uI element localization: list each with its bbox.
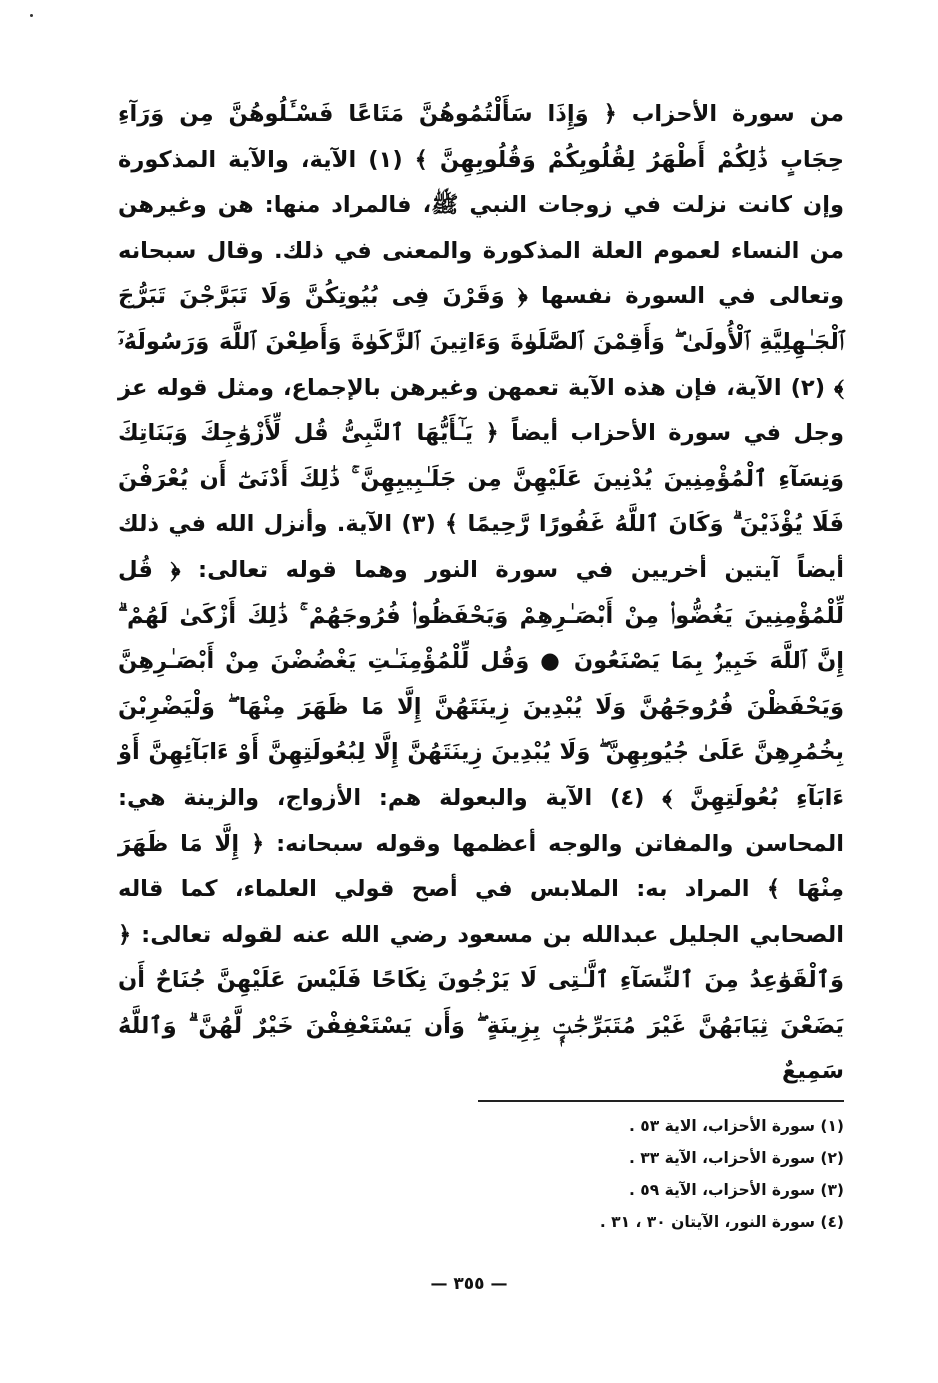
scan-speck bbox=[30, 14, 33, 17]
footnotes-list bbox=[470, 1110, 844, 1238]
footnote-2: (٢) سورة الأحزاب، الآية ٣٣ . bbox=[628, 1149, 844, 1167]
footnote-1: (١) سورة الأحزاب، الاية ٥٣ . bbox=[628, 1117, 844, 1135]
footnote-4: (٤) سورة النور، الآيتان ٣٠ ، ٣١ . bbox=[599, 1213, 844, 1231]
main-text-block bbox=[118, 92, 844, 1095]
footnote-separator-line bbox=[478, 1100, 844, 1102]
footnote-3: (٣) سورة الأحزاب، الآية ٥٩ . bbox=[628, 1181, 844, 1199]
main-paragraph: من سورة الأحزاب ﴿ وَإِذَا سَأَلْتُمُوهُنَّ مَتَاعًا فَسْـَٔلُوهُنَّ مِن وَرَآءِ حِجَابٍ ذَٰلِكُمْ أَطْهَرُ لِقُلُوبِكُمْ وَقُلُوبِهِنَّ ﴾ (١) الآية، والآية المذكورة وإن كانت نزلت في زوجات النبي ﷺ، فالمراد منها: هن وغيرهن من النساء لعموم العلة المذكورة والمعنى في ذلك. وقال سبحانه وتعالى في السورة نفسها ﴿ وَقَرْنَ فِى بُيُوتِكُنَّ وَلَا تَبَرَّجْنَ تَبَرُّجَ ٱلْجَـٰهِلِيَّةِ ٱلْأُولَىٰ ۖ وَأَقِمْنَ ٱلصَّلَوٰةَ وَءَاتِينَ ٱلزَّكَوٰةَ وَأَطِعْنَ ٱللَّهَ وَرَسُولَهُۥٓ ﴾ (٢) الآية، فإن هذه الآية تعمهن وغيرهن بالإجماع، ومثل قوله عز وجل في سورة الأحزاب أيضاً ﴿ يَـٰٓأَيُّهَا ٱلنَّبِىُّ قُل لِّأَزْوَٰجِكَ وَبَنَاتِكَ وَنِسَآءِ ٱلْمُؤْمِنِينَ يُدْنِينَ عَلَيْهِنَّ مِن جَلَـٰبِيبِهِنَّ ۚ ذَٰلِكَ أَدْنَىٰٓ أَن يُعْرَفْنَ فَلَا يُؤْذَيْنَ ۗ وَكَانَ ٱللَّهُ غَفُورًا رَّحِيمًا ﴾ (٣) الآية. وأنزل الله في ذلك أيضاً آيتين أخريين في سورة النور وهما قوله تعالى: ﴿ قُل لِّلْمُؤْمِنِينَ يَغُضُّوا۟ مِنْ أَبْصَـٰرِهِمْ وَيَحْفَظُوا۟ فُرُوجَهُمْ ۚ ذَٰلِكَ أَزْكَىٰ لَهُمْ ۗ إِنَّ ٱللَّهَ خَبِيرٌۢ بِمَا يَصْنَعُونَ ● وَقُل لِّلْمُؤْمِنَـٰتِ يَغْضُضْنَ مِنْ أَبْصَـٰرِهِنَّ وَيَحْفَظْنَ فُرُوجَهُنَّ وَلَا يُبْدِينَ زِينَتَهُنَّ إِلَّا مَا ظَهَرَ مِنْهَا ۖ وَلْيَضْرِبْنَ بِخُمُرِهِنَّ عَلَىٰ جُيُوبِهِنَّ ۖ وَلَا يُبْدِينَ زِينَتَهُنَّ إِلَّا لِبُعُولَتِهِنَّ أَوْ ءَابَآئِهِنَّ أَوْ ءَابَآءِ بُعُولَتِهِنَّ ﴾ (٤) الآية والبعولة هم: الأزواج، والزينة هي: المحاسن والمفاتن والوجه أعظمها وقوله سبحانه: ﴿ إِلَّا مَا ظَهَرَ مِنْهَا ﴾ المراد به: الملابس في أصح قولي العلماء، كما قاله الصحابي الجليل عبدالله بن مسعود رضي الله عنه لقوله تعالى: ﴿ وَٱلْقَوَٰعِدُ مِنَ ٱلنِّسَآءِ ٱلَّـٰتِى لَا يَرْجُونَ نِكَاحًا فَلَيْسَ عَلَيْهِنَّ جُنَاحٌ أَن يَضَعْنَ ثِيَابَهُنَّ غَيْرَ مُتَبَرِّجَٰتٍۭ بِزِينَةٍ ۖ وَأَن يَسْتَعْفِفْنَ خَيْرٌ لَّهُنَّ ۗ وَٱللَّهُ سَمِيعٌ bbox=[118, 101, 845, 1085]
page-number: — ٣٥٥ — bbox=[430, 1274, 508, 1294]
